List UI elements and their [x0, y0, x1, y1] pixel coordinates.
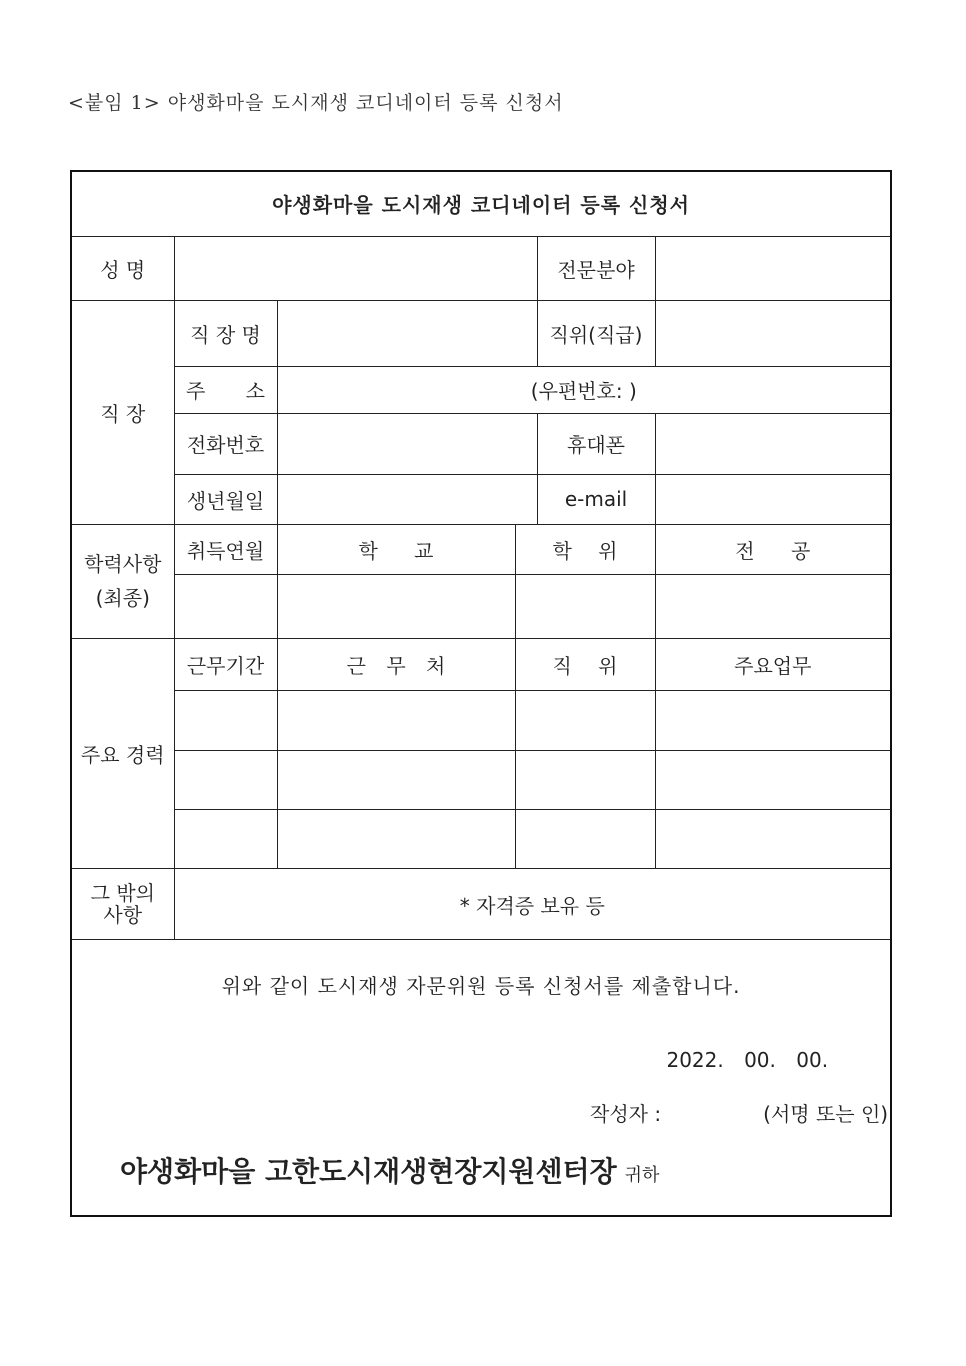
other-label-line1: 그 밖의 [90, 881, 155, 906]
edu-header-date: 취득연월 [174, 524, 277, 574]
career-cell-workplace[interactable] [277, 690, 515, 750]
submission-date: 2022. 00. 00. [666, 1048, 829, 1073]
career-cell-period[interactable] [174, 810, 277, 869]
career-header-period: 근무기간 [174, 638, 277, 690]
position-grade-field[interactable] [655, 300, 891, 366]
career-cell-duties[interactable] [655, 750, 891, 809]
position-grade-label: 직위(직급) [537, 300, 655, 366]
honorific: 귀하 [624, 1165, 660, 1187]
application-form [70, 170, 892, 1217]
attachment-caption: <붙임 1> 야생화마을 도시재생 코디네이터 등록 신청서 [68, 92, 564, 114]
career-header-duties: 주요업무 [655, 638, 891, 690]
career-cell-workplace[interactable] [277, 810, 515, 869]
edu-cell-date[interactable] [174, 574, 277, 638]
name-field[interactable] [174, 236, 537, 300]
career-cell-position[interactable] [515, 750, 655, 809]
edu-header-degree: 학 위 [515, 524, 655, 574]
writer-label: 작성자 : [590, 1102, 662, 1127]
edu-header-school: 학 교 [277, 524, 515, 574]
career-cell-duties[interactable] [655, 690, 891, 750]
email-field[interactable] [655, 474, 891, 524]
career-cell-workplace[interactable] [277, 750, 515, 809]
specialty-label: 전문분야 [537, 236, 655, 300]
declaration-section [71, 940, 891, 1216]
edu-cell-degree[interactable] [515, 574, 655, 638]
declaration-text: 위와 같이 도시재생 자문위원 등록 신청서를 제출합니다. [221, 974, 741, 999]
career-cell-period[interactable] [174, 690, 277, 750]
recipient-name: 야생화마을 고한도시재생현장지원센터장 [120, 1155, 617, 1189]
education-label [71, 524, 174, 638]
phone-label: 전화번호 [174, 413, 277, 474]
career-header-position: 직 위 [515, 638, 655, 690]
company-field[interactable] [277, 300, 537, 366]
mobile-field[interactable] [655, 413, 891, 474]
other-field[interactable]: * 자격증 보유 등 [174, 869, 891, 940]
phone-field[interactable] [277, 413, 537, 474]
edu-header-major: 전 공 [655, 524, 891, 574]
career-label: 주요 경력 [71, 638, 174, 868]
career-cell-period[interactable] [174, 750, 277, 809]
name-label: 성 명 [71, 236, 174, 300]
signature-placeholder[interactable]: (서명 또는 인) [763, 1102, 889, 1127]
recipient [120, 1150, 659, 1190]
address-label: 주 소 [174, 366, 277, 413]
other-label-line2: 사항 [103, 903, 143, 928]
form-title: 야생화마을 도시재생 코디네이터 등록 신청서 [71, 171, 891, 236]
edu-cell-major[interactable] [655, 574, 891, 638]
other-label [71, 869, 174, 940]
education-label-line1: 학력사항 [84, 552, 162, 577]
edu-cell-school[interactable] [277, 574, 515, 638]
workplace-label: 직 장 [71, 300, 174, 524]
company-label: 직 장 명 [174, 300, 277, 366]
career-header-workplace: 근 무 처 [277, 638, 515, 690]
address-field[interactable]: (우편번호: ) [277, 366, 891, 413]
career-cell-position[interactable] [515, 810, 655, 869]
email-label: e-mail [537, 474, 655, 524]
career-cell-duties[interactable] [655, 810, 891, 869]
specialty-field[interactable] [655, 236, 891, 300]
birth-field[interactable] [277, 474, 537, 524]
career-cell-position[interactable] [515, 690, 655, 750]
birth-label: 생년월일 [174, 474, 277, 524]
mobile-label: 휴대폰 [537, 413, 655, 474]
education-label-line2: (최종) [95, 586, 150, 611]
